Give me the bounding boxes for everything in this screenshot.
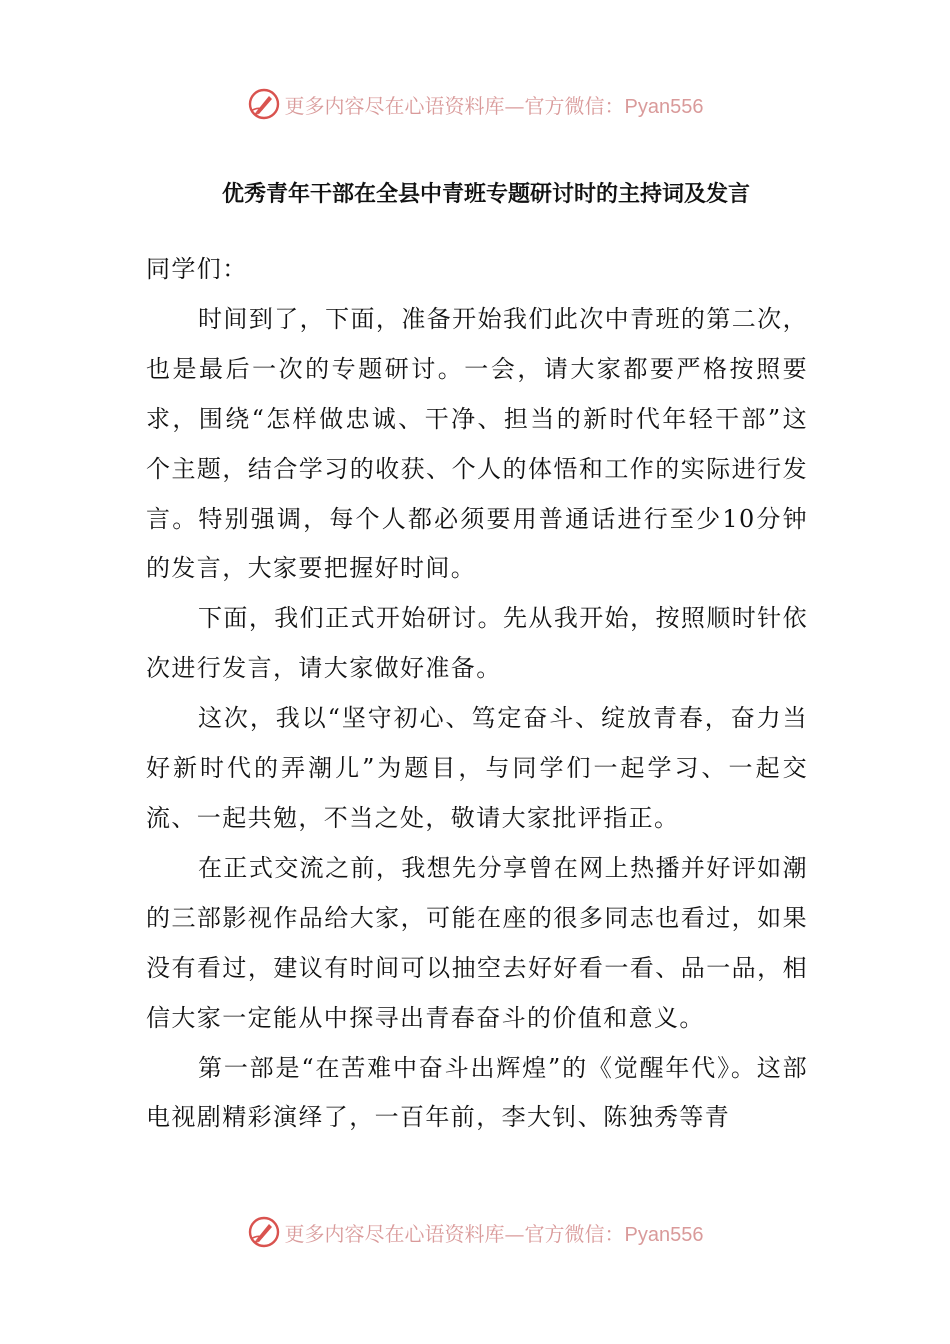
- paragraph: 在正式交流之前，我想先分享曾在网上热播并好评如潮的三部影视作品给大家，可能在座的很多同志也看过，如果没有看过，建议有时间可以抽空去好好看一看、品一品，相信大家一定能从中探寻出青春奋斗的价值和意义。: [146, 853, 808, 1032]
- paragraph: 这次，我以“坚守初心、笃定奋斗、绽放青春，奋力当好新时代的弄潮儿”为题目，与同学们一起学习、一起交流、一起共勉，不当之处，敬请大家批评指正。: [146, 704, 808, 832]
- paragraph: 第一部是“在苦难中奋斗出辉煌”的《觉醒年代》。这部电视剧精彩演绎了，一百年前，李大钊、陈独秀等青: [146, 1053, 808, 1132]
- footer-banner: [0, 1212, 950, 1252]
- wechat-id: Pyan556: [624, 95, 704, 118]
- document-title: 优秀青年干部在全县中青班专题研讨时的主持词及发言: [221, 182, 750, 207]
- paragraph: 下面，我们正式开始研讨。先从我开始，按照顺时针依次进行发言，请大家做好准备。: [146, 604, 808, 683]
- wechat-id: Pyan556: [624, 1223, 704, 1246]
- pen-logo-icon: [247, 87, 281, 121]
- banner-text: 更多内容尽在心语资料库—官方微信：Pyan556: [284, 1221, 704, 1246]
- paragraph: 时间到了，下面，准备开始我们此次中青班的第二次，也是最后一次的专题研讨。一会，请大家都要严格按照要求，围绕“怎样做忠诚、干净、担当的新时代年轻干部”这个主题，结合学习的收获、个人的体悟和工作的实际进行发言。特别强调，每个人都必须要用普通话进行至少10分钟的发言，大家要把握好时间。: [146, 304, 808, 583]
- salutation: 同学们：: [146, 255, 248, 283]
- document-body: [146, 245, 808, 1143]
- banner-text: 更多内容尽在心语资料库—官方微信：Pyan556: [284, 93, 704, 118]
- header-banner: [0, 84, 950, 124]
- pen-logo-icon: [247, 1215, 281, 1249]
